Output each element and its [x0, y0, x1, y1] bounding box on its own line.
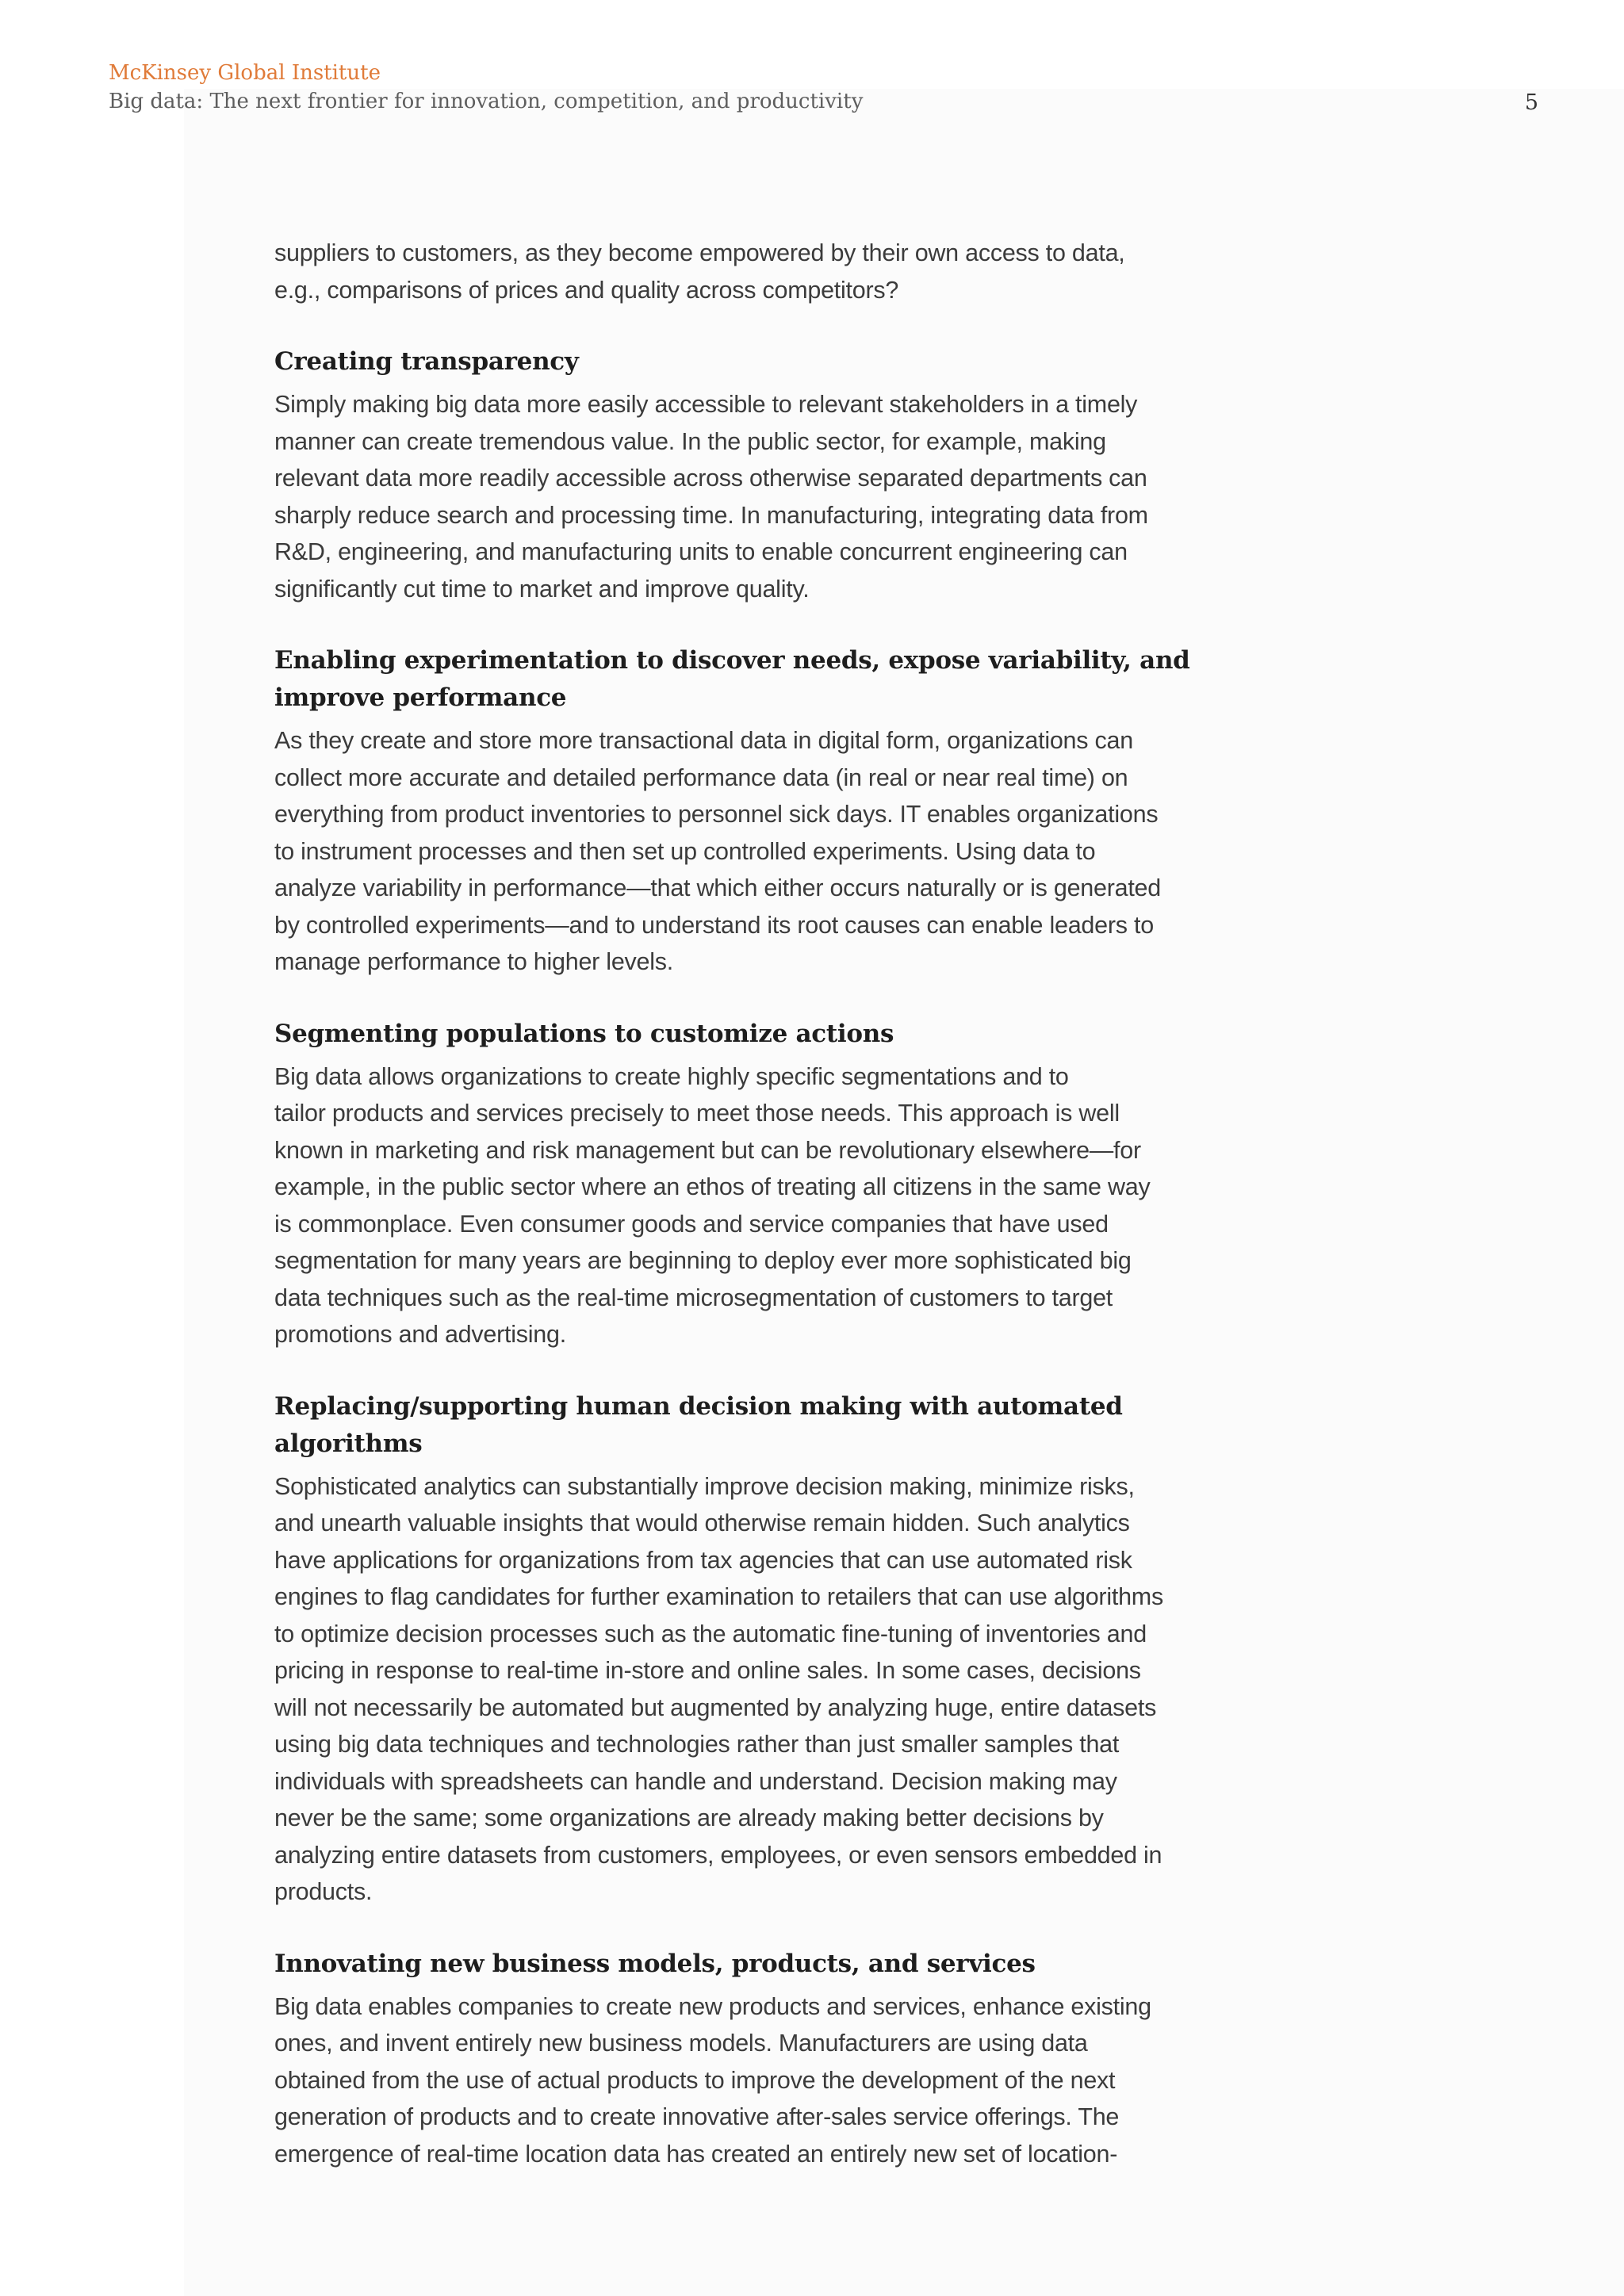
text-line: As they create and store more transactional data in digital form, organizations can — [274, 727, 1133, 754]
text-line: e.g., comparisons of prices and quality across competitors? — [274, 276, 899, 304]
text-line: engines to flag candidates for further examination to retailers that can use algorithms — [274, 1583, 1163, 1610]
heading-line: improve performance — [274, 683, 567, 712]
page-number: 5 — [1524, 90, 1538, 115]
text-line: obtained from the use of actual products to improve the development of the next — [274, 2066, 1116, 2094]
text-line: data techniques such as the real-time microsegmentation of customers to target — [274, 1284, 1113, 1311]
section-paragraph — [274, 722, 1274, 981]
text-line: promotions and advertising. — [274, 1321, 566, 1348]
heading-line: Segmenting populations to customize actions — [274, 1019, 894, 1048]
text-line: manner can create tremendous value. In the public sector, for example, making — [274, 427, 1106, 455]
section-heading — [274, 343, 1274, 381]
text-line: using big data techniques and technologies rather than just smaller samples that — [274, 1731, 1120, 1758]
intro-paragraph — [274, 235, 1274, 308]
text-line: to instrument processes and then set up controlled experiments. Using data to — [274, 837, 1096, 865]
text-line: example, in the public sector where an ethos of treating all citizens in the same way — [274, 1173, 1151, 1200]
text-line: significantly cut time to market and improve quality. — [274, 575, 810, 603]
text-line: ones, and invent entirely new business models. Manufacturers are using data — [274, 2030, 1088, 2057]
text-line: pricing in response to real-time in-store and online sales. In some cases, decisions — [274, 1657, 1141, 1684]
section-replacing-decision-making — [274, 1388, 1274, 1911]
section-heading — [274, 642, 1274, 717]
text-line: Sophisticated analytics can substantially improve decision making, minimize risks, — [274, 1472, 1135, 1500]
section-segmenting-populations — [274, 1016, 1274, 1353]
text-line: generation of products and to create innovative after-sales service offerings. The — [274, 2103, 1120, 2130]
document-title: Big data: The next frontier for innovation, competition, and productivity — [109, 90, 864, 113]
section-paragraph — [274, 1058, 1274, 1353]
section-creating-transparency — [274, 343, 1274, 607]
text-line: is commonplace. Even consumer goods and service companies that have used — [274, 1210, 1109, 1238]
text-line: tailor products and services precisely to meet those needs. This approach is well — [274, 1100, 1120, 1127]
section-enabling-experimentation — [274, 642, 1274, 981]
text-line: individuals with spreadsheets can handle and understand. Decision making may — [274, 1767, 1117, 1795]
section-heading — [274, 1946, 1274, 1983]
text-line: emergence of real-time location data has created an entirely new set of location- — [274, 2140, 1118, 2168]
text-line: sharply reduce search and processing time. In manufacturing, integrating data from — [274, 501, 1148, 529]
heading-line: Enabling experimentation to discover needs, expose variability, and — [274, 646, 1190, 675]
heading-line: Creating transparency — [274, 347, 579, 376]
heading-line: Replacing/supporting human decision making with automated — [274, 1391, 1123, 1421]
running-header — [109, 59, 1536, 116]
text-line: collect more accurate and detailed performance data (in real or near real time) on — [274, 763, 1128, 791]
body-text — [274, 235, 1274, 2172]
text-line: Simply making big data more easily accessible to relevant stakeholders in a timely — [274, 391, 1138, 418]
text-line: have applications for organizations from tax agencies that can use automated risk — [274, 1546, 1132, 1574]
section-paragraph — [274, 1988, 1274, 2173]
text-line: never be the same; some organizations are already making better decisions by — [274, 1804, 1104, 1831]
publisher-name: McKinsey Global Institute — [109, 61, 381, 85]
text-line: known in marketing and risk management but can be revolutionary elsewhere—for — [274, 1136, 1141, 1164]
text-line: by controlled experiments—and to understand its root causes can enable leaders to — [274, 911, 1154, 939]
text-line: Big data enables companies to create new products and services, enhance existing — [274, 1992, 1151, 2020]
text-line: R&D, engineering, and manufacturing units to enable concurrent engineering can — [274, 538, 1128, 565]
text-line: products. — [274, 1878, 373, 1905]
heading-line: algorithms — [274, 1429, 423, 1458]
section-paragraph — [274, 386, 1274, 607]
text-line: manage performance to higher levels. — [274, 948, 674, 975]
text-line: to optimize decision processes such as the automatic fine-tuning of inventories and — [274, 1620, 1147, 1647]
text-line: suppliers to customers, as they become empowered by their own access to data, — [274, 239, 1125, 266]
text-line: everything from product inventories to personnel sick days. IT enables organizations — [274, 801, 1159, 828]
section-paragraph — [274, 1468, 1274, 1911]
heading-line: Innovating new business models, products, and services — [274, 1949, 1036, 1978]
section-innovating-business-models — [274, 1946, 1274, 2173]
section-heading — [274, 1388, 1274, 1463]
text-line: analyze variability in performance—that which either occurs naturally or is generated — [274, 874, 1161, 901]
text-line: and unearth valuable insights that would otherwise remain hidden. Such analytics — [274, 1510, 1130, 1536]
text-line: relevant data more readily accessible across otherwise separated departments can — [274, 465, 1147, 492]
text-line: will not necessarily be automated but augmented by analyzing huge, entire datasets — [274, 1693, 1157, 1721]
text-line: segmentation for many years are beginning to deploy ever more sophisticated big — [274, 1247, 1132, 1274]
text-line: analyzing entire datasets from customers, employees, or even sensors embedded in — [274, 1841, 1162, 1869]
text-line: Big data allows organizations to create highly specific segmentations and to — [274, 1062, 1069, 1090]
section-heading — [274, 1016, 1274, 1053]
